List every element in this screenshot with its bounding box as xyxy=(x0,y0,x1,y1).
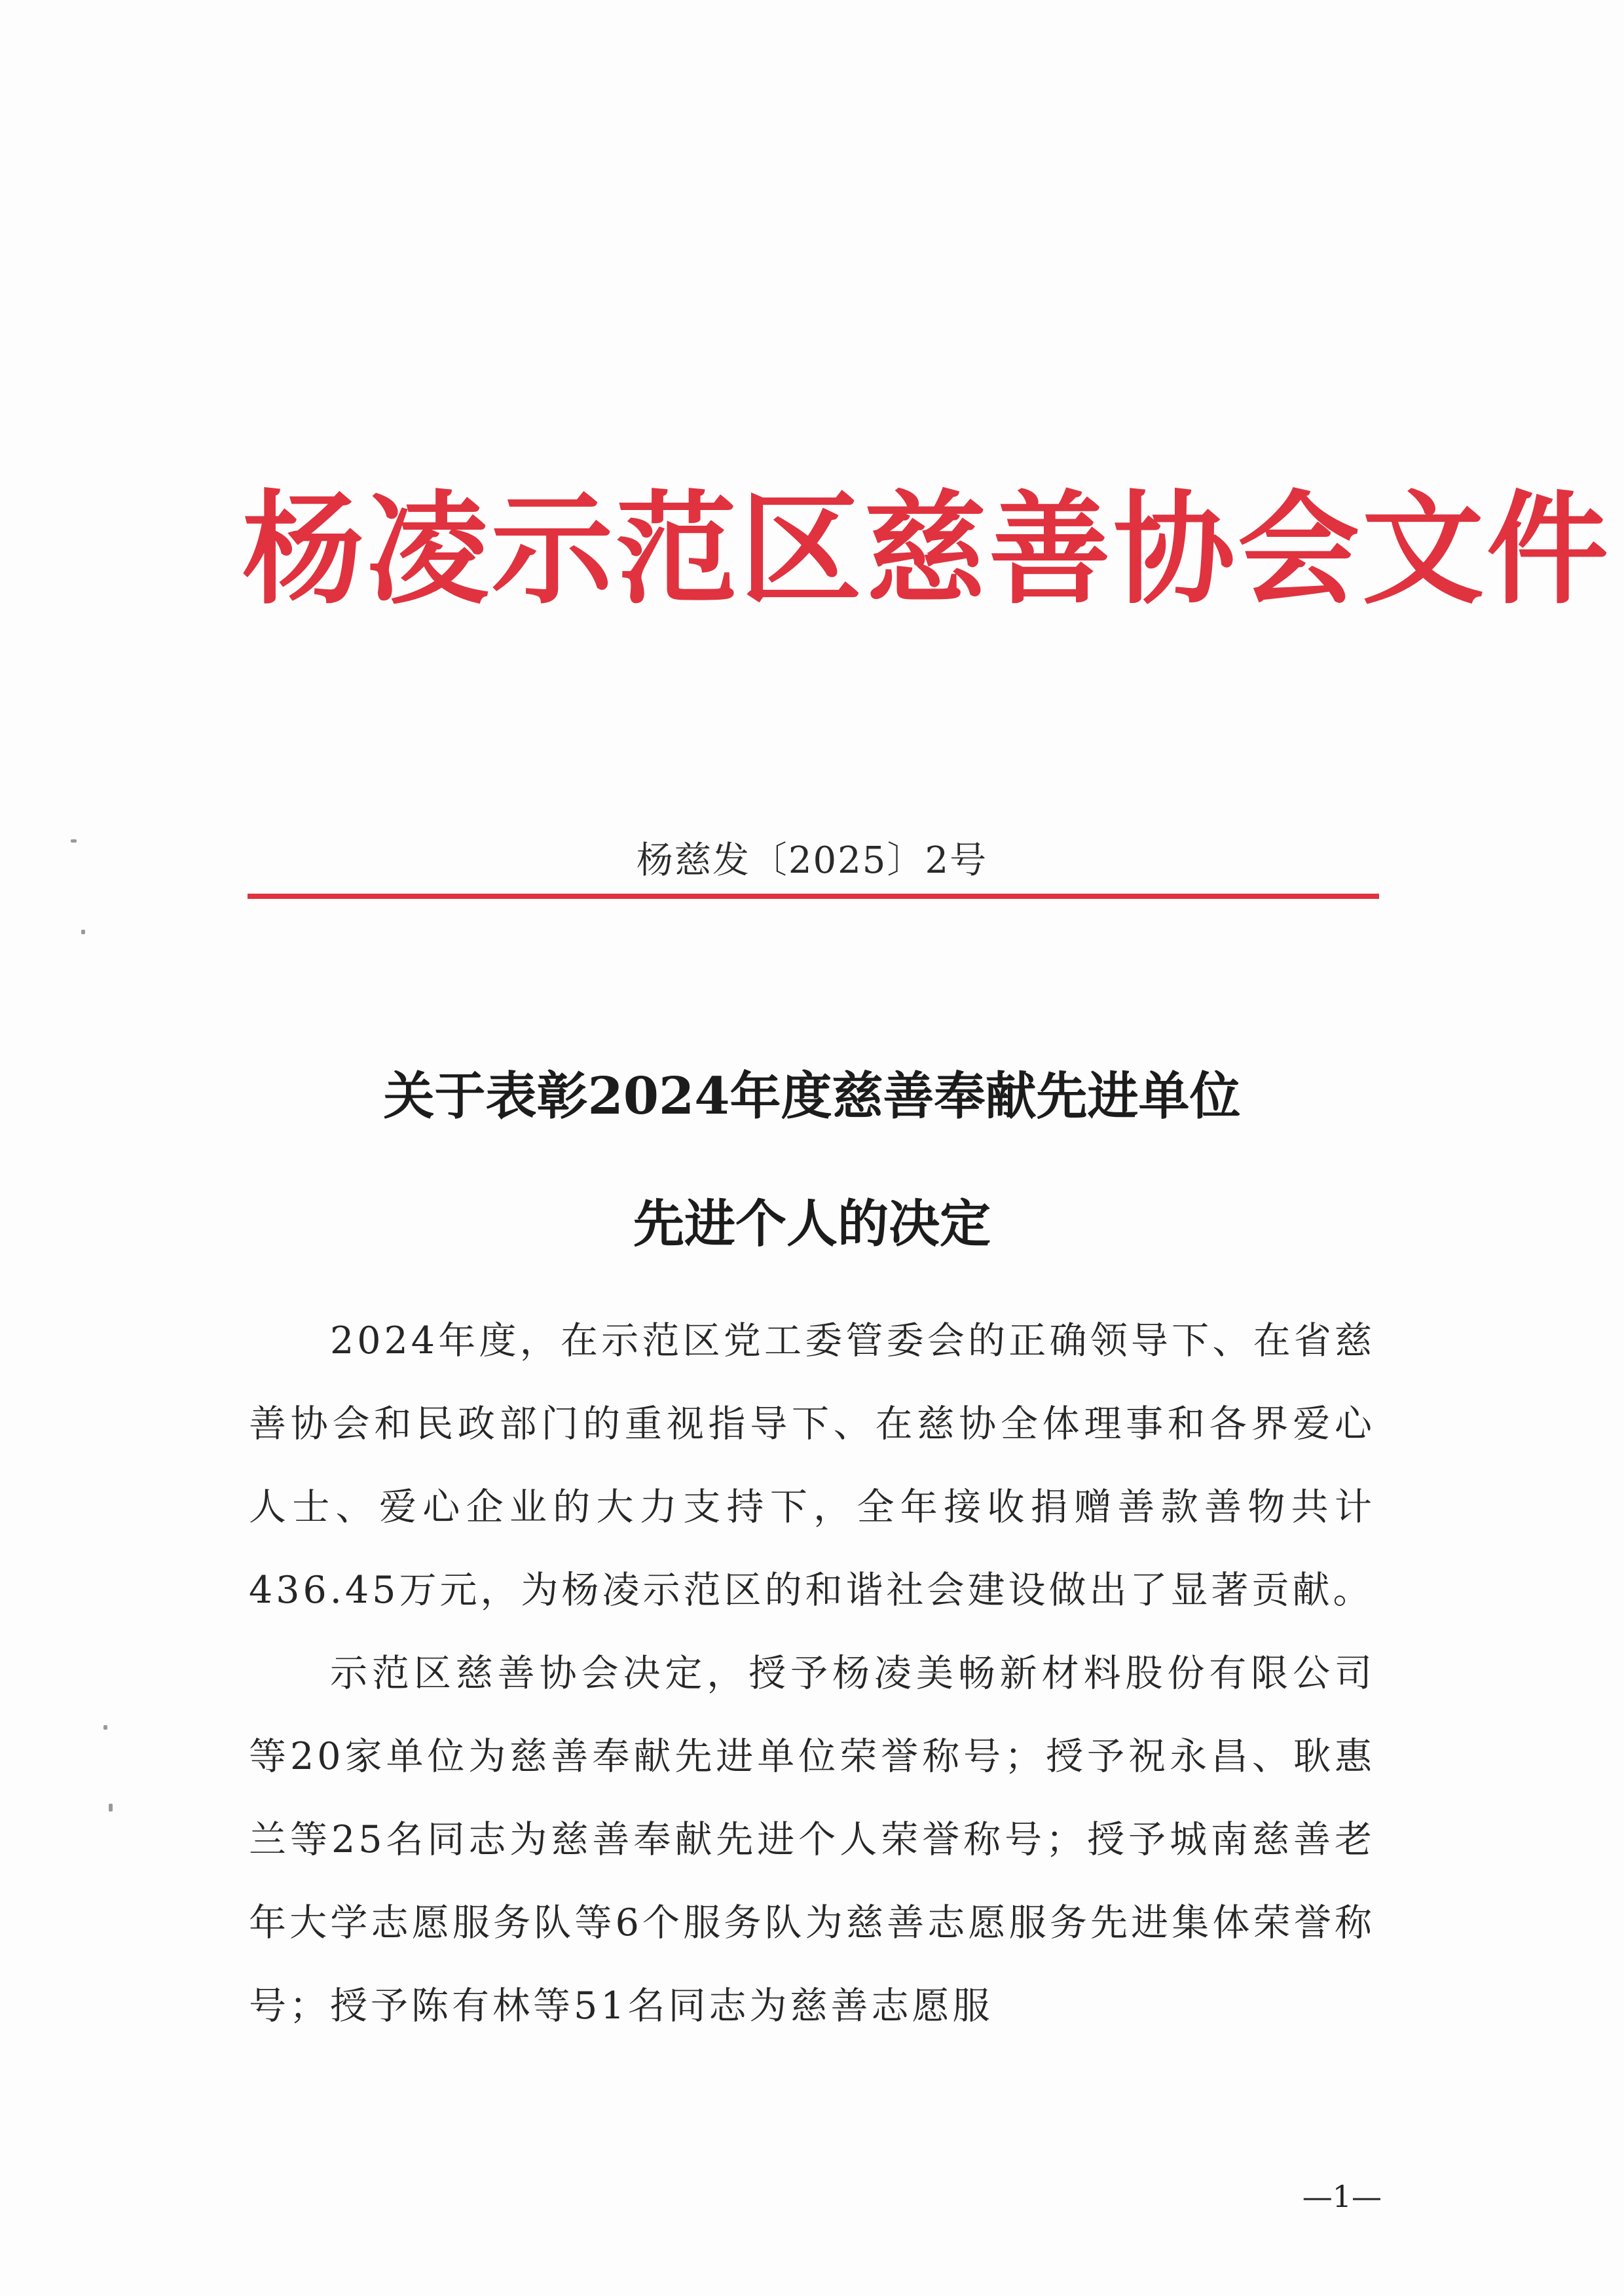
red-separator-line xyxy=(248,894,1379,899)
document-body xyxy=(249,1300,1375,2048)
page-number: —1— xyxy=(1302,2179,1382,2214)
body-paragraph-1: 2024年度，在示范区党工委管委会的正确领导下、在省慈善协会和民政部门的重视指导下、在慈协全体理事和各界爱心人士、爱心企业的大力支持下，全年接收捐赠善款善物共计436.45万元，为杨凌示范区的和谐社会建设做出了显著贡献。 xyxy=(249,1319,1375,1612)
scan-artifact-mark xyxy=(71,839,77,843)
scan-artifact-mark xyxy=(81,930,85,934)
scan-artifact-mark xyxy=(109,1804,113,1812)
body-paragraph-2: 示范区慈善协会决定，授予杨凌美畅新材料股份有限公司等20家单位为慈善奉献先进单位荣誉称号；授予祝永昌、耿惠兰等25名同志为慈善奉献先进个人荣誉称号；授予城南慈善老年大学志愿服务队等6个服务队为慈善志愿服务先进集体荣誉称号；授予陈有林等51名同志为慈善志愿服 xyxy=(249,1652,1375,2028)
scan-artifact-mark xyxy=(103,1725,107,1730)
document-title-line-1: 关于表彰2024年度慈善奉献先进单位 xyxy=(383,1066,1241,1126)
document-title-line-2: 先进个人的决定 xyxy=(633,1194,991,1254)
issuer-header-title: 杨凌示范区慈善协会文件 xyxy=(242,479,1612,621)
document-number: 杨慈发〔2025〕2号 xyxy=(636,839,988,882)
